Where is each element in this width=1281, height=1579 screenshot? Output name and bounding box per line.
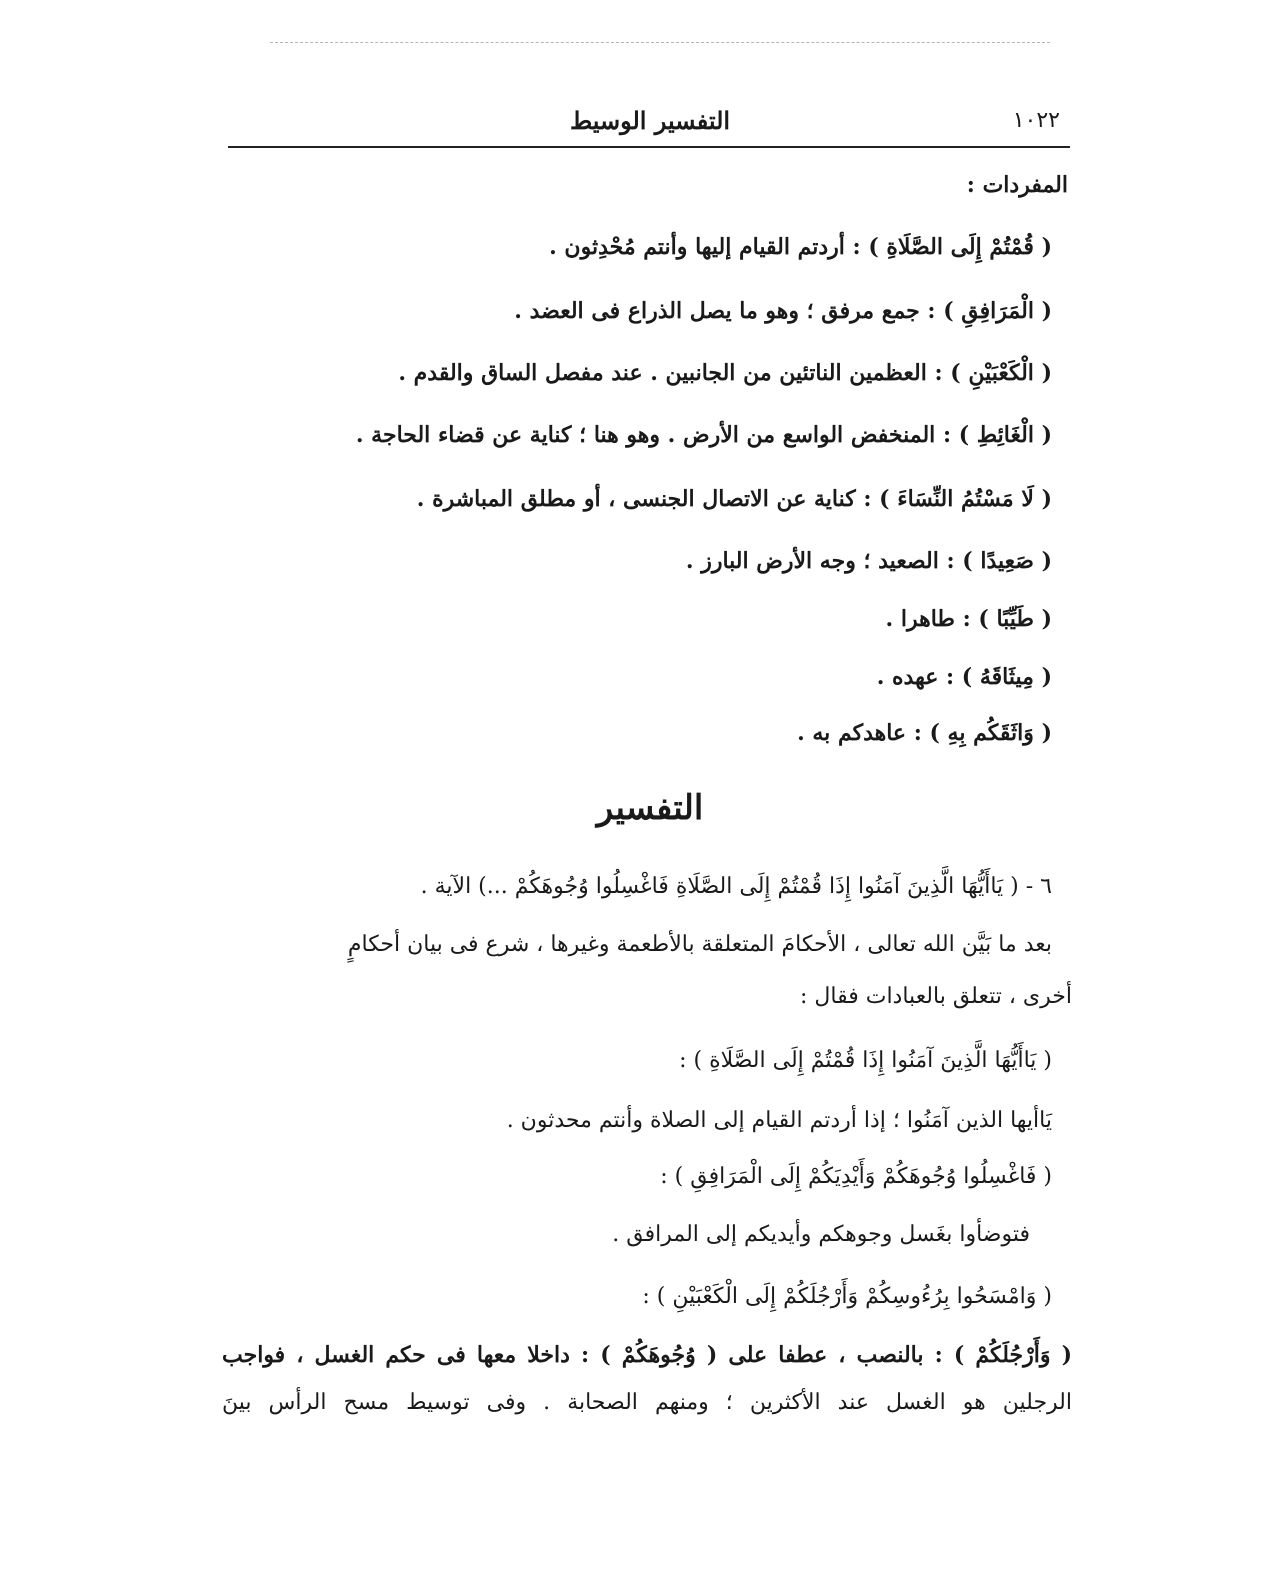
vocab-item: ( الْمَرَافِقِ ) : جمع مرفق ؛ وهو ما يصل الذراع فى العضد . <box>514 298 1052 324</box>
vocab-item: ( الْكَعْبَيْنِ ) : العظمين الناتئين من الجانبين . عند مفصل الساق والقدم . <box>398 360 1052 386</box>
verse-heading: ٦ - ( يَاأَيُّهَا الَّذِينَ آمَنُوا إِذَا قُمْتُمْ إِلَى الصَّلَاةِ فَاغْسِلُوا وُجُوهَكُمْ ...) الآية . <box>420 874 1052 899</box>
vocab-item: ( الْغَائِطِ ) : المنخفض الواسع من الأرض . وهو هنا ؛ كناية عن قضاء الحاجة . <box>355 422 1052 448</box>
explanation-line: فتوضأوا بغَسل وجوهكم وأيديكم إلى المرافق . <box>612 1222 1030 1247</box>
vocab-item: ( وَاثَقَكُم بِهِ ) : عاهدكم به . <box>797 720 1052 746</box>
paragraph-line: أخرى ، تتعلق بالعبادات فقال : <box>800 984 1072 1009</box>
vocab-item: ( مِيثَاقَهُ ) : عهده . <box>876 664 1052 690</box>
vocab-item: ( لَا مَسْتُمُ النِّسَاءَ ) : كناية عن الاتصال الجنسى ، أو مطلق المباشرة . <box>416 486 1052 512</box>
paragraph-line: بعد ما بَيَّن الله تعالى ، الأحكامَ المتعلقة بالأطعمة وغيرها ، شرع فى بيان أحكامٍ <box>347 932 1052 957</box>
vocab-heading: المفردات : <box>966 172 1068 198</box>
paragraph-line: ( وَأَرْجُلَكُمْ ) : بالنصب ، عطفا على ( وُجُوهَكُمْ ) : داخلا معها فى حكم الغسل ، فواجب <box>222 1342 1072 1368</box>
running-header-title: التفسير الوسيط <box>569 106 731 135</box>
section-title: التفسير <box>596 788 704 828</box>
page-number: ١٠٢٢ <box>1012 108 1060 133</box>
vocab-item: ( قُمْتُمْ إِلَى الصَّلَاةِ ) : أردتم القيام إليها وأنتم مُحْدِثون . <box>549 234 1052 260</box>
vocab-item: ( صَعِيدًا ) : الصعيد ؛ وجه الأرض البارز . <box>685 548 1052 574</box>
quoted-verse: ( وَامْسَحُوا بِرُءُوسِكُمْ وَأَرْجُلَكُمْ إِلَى الْكَعْبَيْنِ ) : <box>642 1284 1052 1309</box>
top-dashed-line <box>270 42 1050 43</box>
paragraph-line: الرجلين هو الغسل عند الأكثرين ؛ ومنهم الصحابة . وفى توسيط مسح الرأس بينَ <box>222 1390 1072 1415</box>
quoted-verse: ( فَاغْسِلُوا وُجُوهَكُمْ وَأَيْدِيَكُمْ إِلَى الْمَرَافِقِ ) : <box>660 1164 1052 1189</box>
explanation-line: يَاأيها الذين آمَنُوا ؛ إذا أردتم القيام إلى الصلاة وأنتم محدثون . <box>506 1108 1052 1133</box>
quoted-verse: ( يَاأَيُّهَا الَّذِينَ آمَنُوا إِذَا قُمْتُمْ إِلَى الصَّلَاةِ ) : <box>679 1048 1052 1073</box>
header-rule <box>228 146 1070 148</box>
vocab-item: ( طَيِّبًا ) : طاهرا . <box>885 606 1052 632</box>
